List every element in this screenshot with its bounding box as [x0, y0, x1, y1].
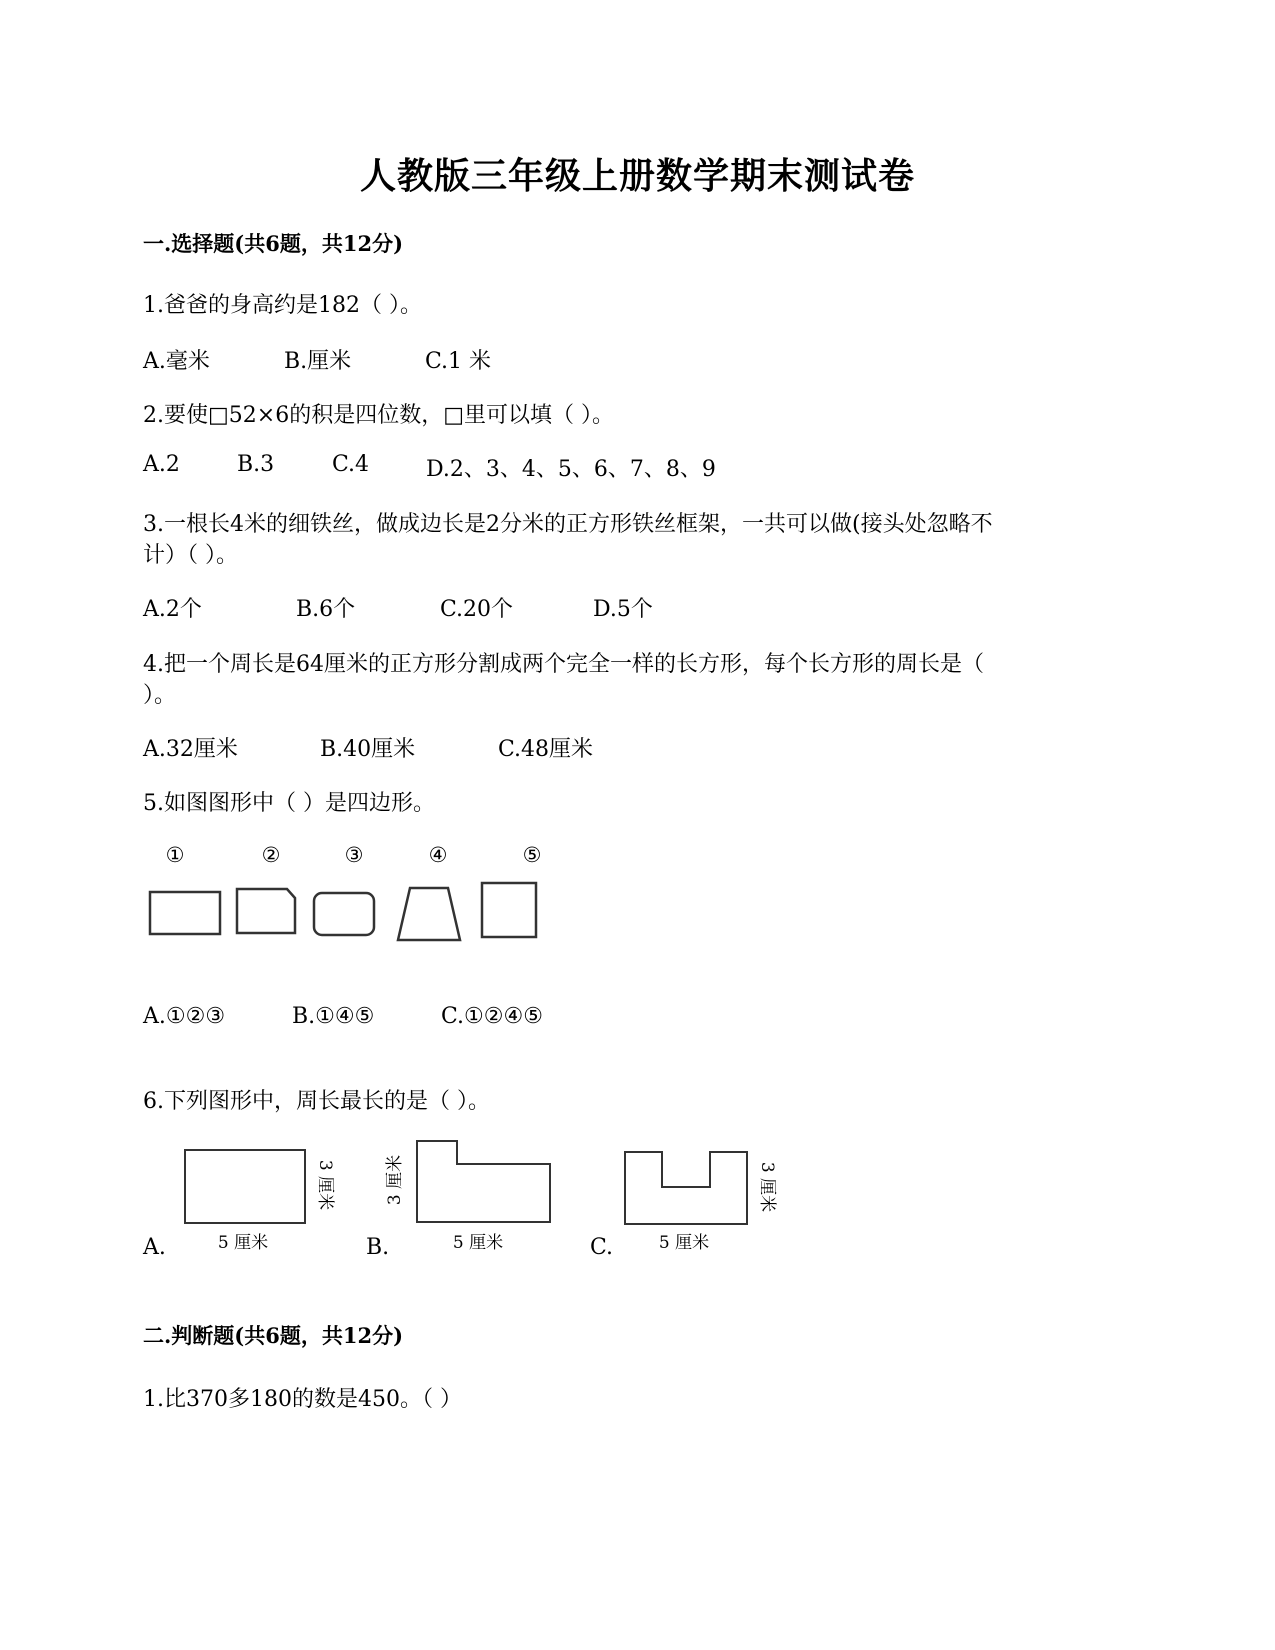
q4-option-a: A.32厘米 [143, 737, 238, 762]
q3-option-d: D.5个 [593, 597, 653, 622]
question-1-stem: 1.爸爸的身高约是182（ ）。 [143, 293, 422, 318]
figure-label-3: ③ [344, 843, 364, 867]
figure-b-shape [417, 1141, 550, 1222]
figure-a-rectangle [185, 1150, 305, 1223]
figure-label-5: ⑤ [522, 843, 542, 867]
q5-option-c: C.①②④⑤ [441, 1004, 543, 1029]
q2-option-b: B.3 [237, 452, 275, 477]
judge-question-1-stem: 1.比370多180的数是450。（ ） [143, 1387, 462, 1412]
question-4-stem-line2: ）。 [143, 683, 177, 708]
q4-option-b: B.40厘米 [320, 737, 416, 762]
question-6-stem: 6.下列图形中，周长最长的是（ ）。 [143, 1089, 490, 1114]
figure-c-shape [625, 1152, 747, 1224]
q1-option-b: B.厘米 [284, 349, 352, 374]
figure-shape-5 [482, 883, 536, 937]
section-heading-judge: 二.判断题(共6题，共12分) [143, 1323, 404, 1348]
q5-option-a: A.①②③ [143, 1004, 226, 1029]
section-heading-choice: 一.选择题(共6题，共12分) [143, 231, 404, 256]
q4-option-c: C.48厘米 [498, 737, 594, 762]
figure-b-height-label: 3 厘米 [385, 1154, 405, 1206]
question-5-stem: 5.如图图形中（ ）是四边形。 [143, 791, 435, 816]
figure-c-width-label: 5 厘米 [658, 1233, 710, 1253]
quadrilateral-figures [0, 830, 600, 960]
q1-option-c: C.1 米 [425, 349, 492, 374]
figure-shape-2 [237, 889, 295, 933]
q2-option-d: D.2、3、4、5、6、7、8、9 [426, 457, 716, 482]
figure-c-height-label: 3 厘米 [757, 1161, 777, 1213]
q3-option-a: A.2个 [143, 597, 202, 622]
q3-option-b: B.6个 [296, 597, 356, 622]
q2-option-a: A.2 [143, 452, 180, 477]
figure-label-1: ① [165, 843, 185, 867]
figure-label-4: ④ [428, 843, 448, 867]
question-3-stem-line1: 3.一根长4米的细铁丝，做成边长是2分米的正方形铁丝框架，一共可以做(接头处忽略不 [143, 512, 993, 537]
question-2-stem: 2.要使□52×6的积是四位数，□里可以填（ ）。 [143, 403, 614, 428]
figure-b-width-label: 5 厘米 [452, 1233, 504, 1253]
q1-option-a: A.毫米 [143, 349, 210, 374]
figure-a-width-label: 5 厘米 [217, 1233, 269, 1253]
perimeter-figures [0, 1130, 820, 1270]
question-3-stem-line2: 计）（ ）。 [143, 543, 238, 568]
q5-option-b: B.①④⑤ [292, 1004, 375, 1029]
q3-option-c: C.20个 [440, 597, 514, 622]
page-title: 人教版三年级上册数学期末测试卷 [359, 155, 915, 197]
figure-shape-4 [398, 888, 460, 940]
q2-option-c: C.4 [332, 452, 370, 477]
q6-option-c: C. [590, 1235, 614, 1260]
q6-option-a: A. [143, 1235, 166, 1260]
figure-a-height-label: 3 厘米 [315, 1159, 335, 1211]
figure-shape-3 [314, 893, 374, 935]
figure-shape-1 [150, 892, 220, 934]
q6-option-b: B. [366, 1235, 390, 1260]
question-4-stem-line1: 4.把一个周长是64厘米的正方形分割成两个完全一样的长方形，每个长方形的周长是（ [143, 652, 984, 677]
figure-label-2: ② [261, 843, 281, 867]
